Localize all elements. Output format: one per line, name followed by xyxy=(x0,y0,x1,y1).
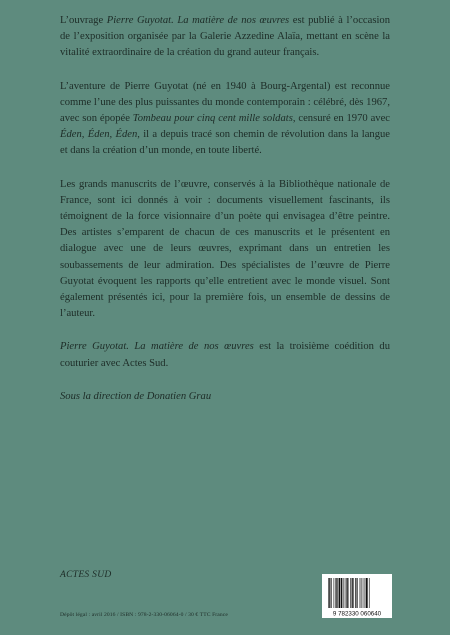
legal-line: Dépôt légal : avril 2016 / ISBN : 978-2-330-06064-0 / 30 € TTC France xyxy=(60,612,228,618)
barcode-digits: 9 782330 060640 xyxy=(332,610,382,618)
barcode xyxy=(322,574,392,618)
barcode-bar xyxy=(352,578,353,608)
barcode-bar xyxy=(343,578,344,608)
barcode-bar xyxy=(337,578,338,608)
barcode-bar xyxy=(331,578,332,608)
work-title-italic: Tombeau pour cinq cent mille soldats xyxy=(132,113,293,125)
book-title-italic: Pierre Guyotat. La matière de nos œuvres xyxy=(106,15,290,26)
publisher-name: ACTES SUD xyxy=(60,570,112,580)
barcode-bar xyxy=(369,578,370,608)
text-run: L’ouvrage xyxy=(60,15,107,26)
text-run: est publié à l’occasion de l’exposition organisée par la Galerie Azzedine Alaïa, mettant en scène la vitalité extraordinaire de la création du grand auteur français. xyxy=(60,15,390,59)
barcode-bar xyxy=(350,578,351,608)
paragraph-manuscripts: Les grands manuscrits de l’œuvre, conservés à la Bibliothèque nationale de France, sont ici donnés à voir : documents visuellement fascinants, ils témoignent de la force visionnaire d’un poète qui envisagea d’être peintre. Des artistes s’emparent de chacun de ces manuscrits et le présentent en dialogue avec une de leurs œuvres, exprimant dans un entretien les soubassements de leur admiration. Des spécialistes de l’œuvre de Pierre Guyotat évoquent les rapports qu’elle entretient avec le monde visuel. Sont également présentés ici, pour la première fois, un ensemble de dessins de l’auteur. xyxy=(60,178,390,320)
editor-credit-text: Sous la direction de Donatien Grau xyxy=(60,390,212,402)
barcode-bar xyxy=(335,578,336,608)
barcode-bar xyxy=(329,578,330,608)
back-cover-text xyxy=(60,13,390,422)
barcode-bar xyxy=(355,578,356,608)
barcode-bar xyxy=(347,578,348,608)
paragraph-intro xyxy=(60,13,390,62)
barcode-bar xyxy=(363,578,364,608)
barcode-bar xyxy=(328,578,329,608)
barcode-bar xyxy=(357,578,358,608)
paragraph-coedition xyxy=(60,339,390,371)
barcode-bar xyxy=(353,578,354,608)
barcode-bar xyxy=(361,578,362,608)
barcode-bar xyxy=(346,578,347,608)
barcode-bar xyxy=(341,578,342,608)
text-run: , censuré en 1970 avec xyxy=(292,113,390,125)
barcode-bar xyxy=(345,578,346,608)
barcode-bar xyxy=(334,578,335,608)
text-run: est la troisième coédition du couturier avec Actes Sud. xyxy=(60,341,390,369)
editor-credit xyxy=(60,389,390,405)
barcode-bar xyxy=(339,578,341,608)
barcode-bar xyxy=(365,578,366,608)
book-title-italic: Pierre Guyotat. La matière de nos œuvres xyxy=(60,341,254,353)
barcode-bar xyxy=(366,578,368,608)
text-run: , il a depuis tracé son chemin de révolution dans la langue et dans la création d’un monde, en toute liberté. xyxy=(60,129,390,157)
work-title-italic: Éden, Éden, Éden xyxy=(60,129,138,141)
barcode-bar xyxy=(360,578,361,608)
text-run: L’aventure de Pierre Guyotat (né en 1940 à Bourg-Argental) est reconnue comme l’une des plus puissantes du monde contemporain : célébré, dès 1967, avec son épopée xyxy=(60,80,390,125)
paragraph-biography xyxy=(60,79,390,160)
barcode-bars xyxy=(322,574,392,618)
